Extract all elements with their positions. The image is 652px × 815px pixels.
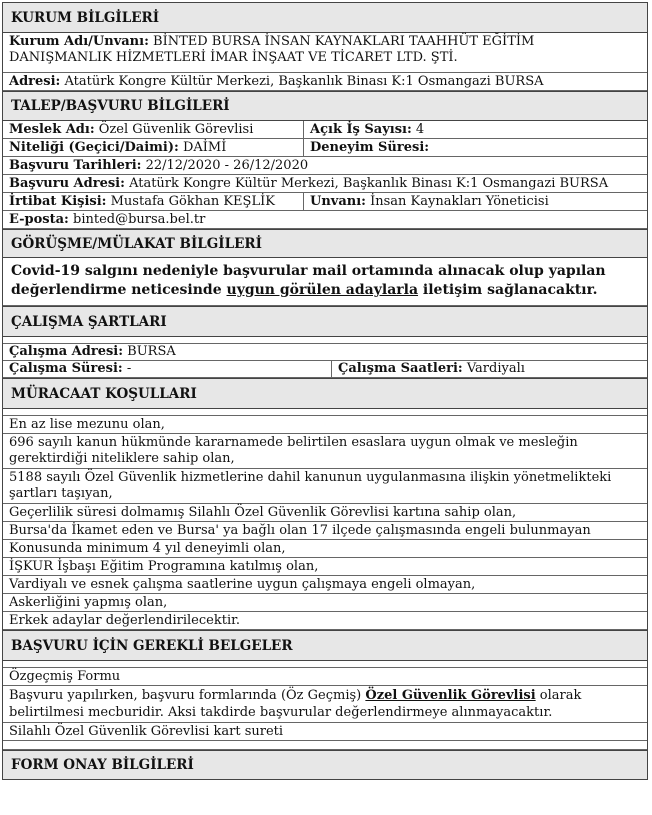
kurum-adres: Atatürk Kongre Kültür Merkezi, Başkanlık Binası K:1 Osmangazi BURSA (64, 73, 544, 89)
muracaat-item (3, 469, 647, 504)
muracaat-item (3, 594, 647, 612)
basvuru-adres-label: Başvuru Adresi: (9, 175, 125, 191)
gorusme-heading: GÖRÜŞME/MÜLAKAT BİLGİLERİ (11, 235, 262, 252)
muracaat-item-text: En az lise mezunu olan, (9, 416, 165, 432)
muracaat-item (3, 540, 647, 558)
basvuru-adres-row (3, 175, 647, 193)
calisma-sure-label: Çalışma Süresi: (9, 361, 123, 376)
unvan-value: İnsan Kaynakları Yöneticisi (370, 193, 549, 209)
section-header-calisma (3, 306, 647, 337)
acik-is-value: 4 (415, 121, 425, 137)
muracaat-item-text: Konusunda minimum 4 yıl deneyimli olan, (9, 540, 286, 556)
belge-item-text: Silahlı Özel Güvenlik Görevlisi kart sureti (9, 723, 284, 739)
niteligi-label: Niteliği (Geçici/Daimi): (9, 139, 179, 155)
basvuru-tarih-row (3, 157, 647, 175)
belge-item2-b: olarak belirtilmesi mecburidir. Aksi takdirde başvurular değerlendirmeye alınmayacaktır. (9, 688, 582, 720)
meslek-value: Özel Güvenlik Görevlisi (98, 121, 254, 137)
muracaat-item-text: 696 sayılı kanun hükmünde kararnamede belirtilen esaslara uygun olmak ve mesleğin gerektirdiği niteliklere sahip olan, (9, 435, 578, 466)
belgeler-spacer (3, 661, 647, 668)
acik-is-label: Açık İş Sayısı: (310, 121, 412, 137)
muracaat-item (3, 504, 647, 522)
section-header-muracaat (3, 378, 647, 409)
section-header-kurum (3, 2, 647, 33)
muracaat-item-text: 5188 sayılı Özel Güvenlik hizmetlerine dahil kanunun uygulanmasına ilişkin yönetmelikteki şartları taşıyan, (9, 470, 612, 501)
muracaat-item (3, 576, 647, 594)
section-header-form-onay (3, 750, 647, 780)
belge-item2-a: Başvuru yapılırken, başvuru formlarında (Öz Geçmiş) (9, 688, 366, 703)
irtibat-label: İrtibat Kişisi: (9, 193, 107, 209)
niteligi-row (3, 139, 647, 157)
kurum-adres-label: Adresi: (9, 73, 61, 89)
calisma-sure-value: - (126, 361, 132, 376)
section-header-belgeler (3, 630, 647, 661)
deneyim-label: Deneyim Süresi: (310, 139, 430, 155)
form-onay-spacer (3, 741, 647, 750)
belge-item2-underlined: Özel Güvenlik Görevlisi (365, 688, 536, 703)
eposta-label: E-posta: (9, 211, 69, 227)
gorusme-line2-b: iletişim sağlanacaktır. (418, 282, 598, 298)
eposta-value[interactable]: binted@bursa.bel.tr (73, 211, 206, 227)
job-posting-form (2, 2, 648, 780)
muracaat-item-text: Erkek adaylar değerlendirilecektir. (9, 612, 241, 628)
belge-item (3, 668, 647, 686)
gorusme-text (3, 258, 647, 306)
belgeler-heading: BAŞVURU İÇİN GEREKLİ BELGELER (11, 637, 293, 654)
section-header-gorusme (3, 229, 647, 258)
meslek-label: Meslek Adı: (9, 121, 95, 137)
kurum-ad-line1: BİNTED BURSA İNSAN KAYNAKLARI TAAHHÜT EĞİTİM (153, 34, 535, 49)
calisma-heading: ÇALIŞMA ŞARTLARI (11, 313, 167, 330)
gorusme-line2-a: değerlendirme neticesinde (11, 282, 227, 298)
eposta-row (3, 211, 647, 229)
kurum-ad-label: Kurum Adı/Unvanı: (9, 34, 149, 49)
tarih-label: Başvuru Tarihleri: (9, 157, 142, 173)
kurum-ad-line2: DANIŞMANLIK HİZMETLERİ İMAR İNŞAAT VE TİCARET LTD. ŞTİ. (9, 50, 458, 65)
kurum-ad-row (3, 33, 647, 73)
calisma-adres-label: Çalışma Adresi: (9, 344, 124, 359)
muracaat-item-text: İŞKUR İşbaşı Eğitim Programına katılmış olan, (9, 558, 319, 574)
calisma-sure-row (3, 361, 647, 378)
kurum-heading: KURUM BİLGİLERİ (11, 9, 160, 26)
gorusme-line1: Covid-19 salgını nedeniyle başvurular mail ortamında alınacak olup yapılan (11, 263, 606, 279)
irtibat-row (3, 193, 647, 211)
belge-item-text: Özgeçmiş Formu (9, 668, 121, 684)
muracaat-item-text: Vardiyalı ve esnek çalışma saatlerine uygun çalışmaya engeli olmayan, (9, 576, 476, 592)
tarih-value: 22/12/2020 - 26/12/2020 (145, 157, 309, 173)
muracaat-heading: MÜRACAAT KOŞULLARI (11, 385, 197, 402)
talep-heading: TALEP/BAŞVURU BİLGİLERİ (11, 98, 230, 114)
belge-item (3, 686, 647, 723)
muracaat-item-text: Geçerlilik süresi dolmamış Silahlı Özel Güvenlik Görevlisi kartına sahip olan, (9, 504, 517, 520)
muracaat-item (3, 522, 647, 540)
belge-item (3, 723, 647, 741)
basvuru-adres-value: Atatürk Kongre Kültür Merkezi, Başkanlık Binası K:1 Osmangazi BURSA (129, 175, 609, 191)
muracaat-item (3, 434, 647, 469)
unvan-label: Unvanı: (310, 193, 366, 209)
calisma-spacer (3, 337, 647, 344)
meslek-row (3, 121, 647, 139)
niteligi-value: DAİMİ (182, 139, 227, 155)
calisma-saat-value: Vardiyalı (466, 361, 525, 376)
calisma-adres-row (3, 344, 647, 361)
form-onay-heading: FORM ONAY BİLGİLERİ (11, 757, 194, 773)
muracaat-spacer (3, 409, 647, 416)
section-header-talep (3, 91, 647, 121)
muracaat-item (3, 612, 647, 630)
muracaat-item-text: Askerliğini yapmış olan, (9, 594, 168, 610)
calisma-saat-label: Çalışma Saatleri: (338, 361, 463, 376)
kurum-adres-row (3, 73, 647, 91)
irtibat-value: Mustafa Gökhan KEŞLİK (110, 193, 275, 209)
muracaat-item (3, 558, 647, 576)
muracaat-item-text: Bursa'da İkamet eden ve Bursa' ya bağlı olan 17 ilçede çalışmasında engeli bulunmayan (9, 522, 591, 538)
calisma-adres-value: BURSA (127, 344, 176, 359)
muracaat-item (3, 416, 647, 434)
gorusme-line2-underlined: uygun görülen adaylarla (226, 282, 419, 298)
